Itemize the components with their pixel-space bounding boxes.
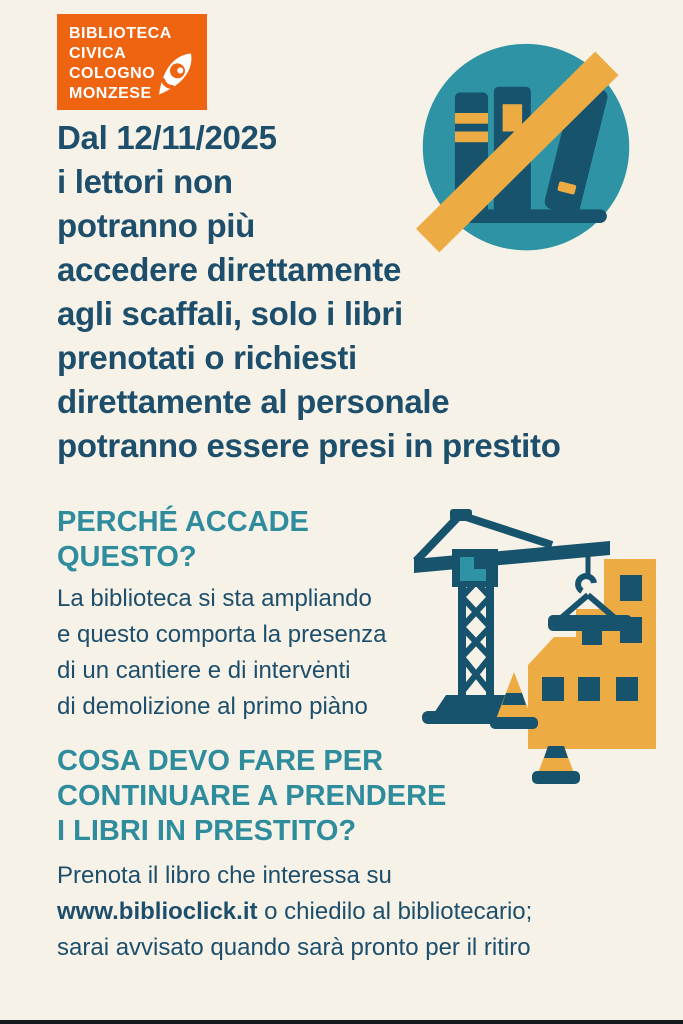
logo-text-line: BIBLIOTECA	[69, 25, 172, 42]
section-why-title	[57, 505, 309, 575]
headline-line: potranno essere presi in prestito	[57, 427, 561, 464]
section-how-body	[57, 858, 532, 966]
section-why-body	[57, 581, 387, 725]
section-why-title-line: PERCHÉ ACCADE	[57, 506, 309, 538]
headline-line: i lettori non	[57, 163, 233, 200]
logo-text-line: CIVICA	[69, 45, 127, 62]
logo-text-line: MONZESE	[69, 85, 152, 102]
section-how-title-line: I LIBRI IN PRESTITO?	[57, 815, 357, 847]
section-how-body-line: sarai avvisato quando sarà pronto per il ritiro	[57, 934, 531, 961]
section-why-body-line: e questo comporta la presenza	[57, 621, 387, 648]
eye-leaf-icon	[149, 46, 201, 102]
headline-line: Dal 12/11/2025	[57, 119, 277, 156]
section-why-body-line: di demolizione al primo piàno	[57, 693, 368, 720]
section-why-title-line: QUESTO?	[57, 541, 197, 573]
headline-line: potranno più	[57, 207, 256, 244]
headline-line: prenotati o richiesti	[57, 339, 357, 376]
headline-line: direttamente al personale	[57, 383, 450, 420]
section-how-body-line: Prenota il libro che interessa su	[57, 862, 392, 889]
library-logo-badge	[57, 14, 207, 110]
logo-text-line: COLOGNO	[69, 65, 156, 82]
biblioclick-link[interactable]: www.biblioclick.it	[57, 898, 258, 925]
headline	[57, 116, 677, 468]
section-how-title-line: CONTINUARE A PRENDERE	[57, 780, 447, 812]
section-how-title	[57, 744, 446, 849]
section-how-body-text: o chiedilo al bibliotecario;	[257, 898, 533, 925]
section-why-body-line: di un cantiere e di intervėnti	[57, 657, 351, 684]
section-how-title-line: COSA DEVO FARE PER	[57, 745, 384, 777]
section-how-body-line	[57, 894, 532, 930]
bottom-edge-bar	[0, 1020, 683, 1024]
section-why-body-line: La biblioteca si sta ampliando	[57, 585, 372, 612]
headline-line: agli scaffali, solo i libri	[57, 295, 403, 332]
headline-line: accedere direttamente	[57, 251, 402, 288]
